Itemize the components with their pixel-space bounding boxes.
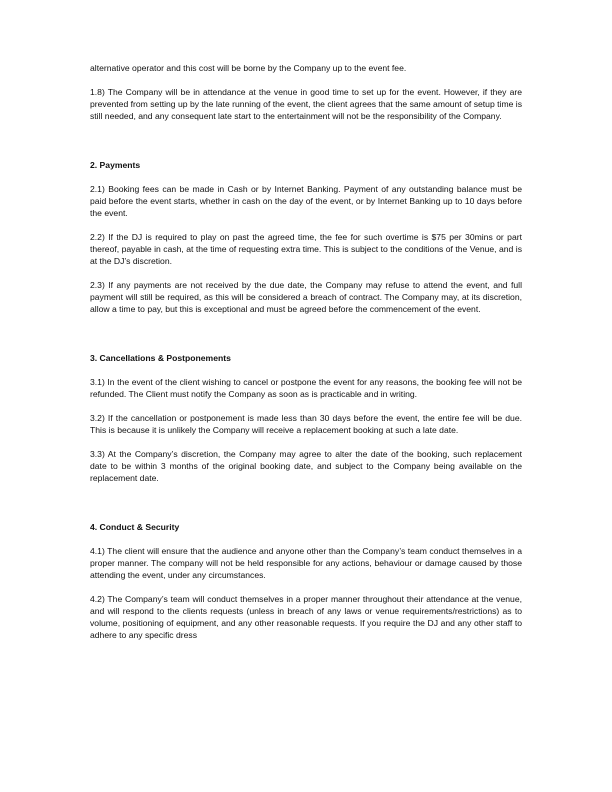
clause-2-3: 2.3) If any payments are not received by the due date, the Company may refuse to attend the event, and full payment will still be required, as this will be considered a breach of contract. The Company may, at its discretion, allow a time to pay, but this is exceptional and must be agreed before the commencement of the event. [90, 280, 522, 314]
clause-3-2: 3.2) If the cancellation or postponement is made less than 30 days before the event, the entire fee will be due. This is because it is unlikely the Company will receive a replacement booking at such a late date. [90, 413, 522, 435]
clause-4-2: 4.2) The Company’s team will conduct themselves in a proper manner throughout their attendance at the venue, and will respond to the clients requests (unless in breach of any laws or venue requirements/restrictions) as to volume, positioning of equipment, and any other reasonable requests. If you require the DJ and any other staff to adhere to any specific dress [90, 594, 522, 640]
intro-fragment: alternative operator and this cost will be borne by the Company up to the event fee. [90, 63, 407, 73]
clause-1-8: 1.8) The Company will be in attendance at the venue in good time to set up for the event. However, if they are prevented from setting up by the late running of the event, the client agrees that the same amount of setup time is still needed, and any consequent late start to the entertainment will not be the responsibility of the Company. [90, 87, 522, 121]
clause-3-3: 3.3) At the Company’s discretion, the Company may agree to alter the date of the booking, such replacement date to be within 3 months of the original booking date, and subject to the Company being available on the replacement date. [90, 449, 522, 483]
clause-4-1: 4.1) The client will ensure that the audience and anyone other than the Company’s team conduct themselves in a proper manner. The company will not be held responsible for any actions, behaviour or damage caused by those attending the event, under any circumstances. [90, 546, 522, 580]
section-heading-payments: 2. Payments [90, 160, 141, 170]
clause-2-1: 2.1) Booking fees can be made in Cash or by Internet Banking. Payment of any outstanding balance must be paid before the event starts, whether in cash on the day of the event, or by Internet Banking up to 10 days before the event. [90, 184, 522, 218]
document-page [90, 62, 522, 641]
section-heading-conduct: 4. Conduct & Security [90, 522, 180, 532]
section-heading-cancellations: 3. Cancellations & Postponements [90, 353, 231, 363]
clause-2-2: 2.2) If the DJ is required to play on past the agreed time, the fee for such overtime is $75 per 30mins or part thereof, payable in cash, at the time of requesting extra time. This is subject to the conditions of the Venue, and is at the DJ’s discretion. [90, 232, 522, 266]
clause-3-1: 3.1) In the event of the client wishing to cancel or postpone the event for any reasons, the booking fee will not be refunded. The Client must notify the Company as soon as is practicable and in writing. [90, 377, 522, 399]
